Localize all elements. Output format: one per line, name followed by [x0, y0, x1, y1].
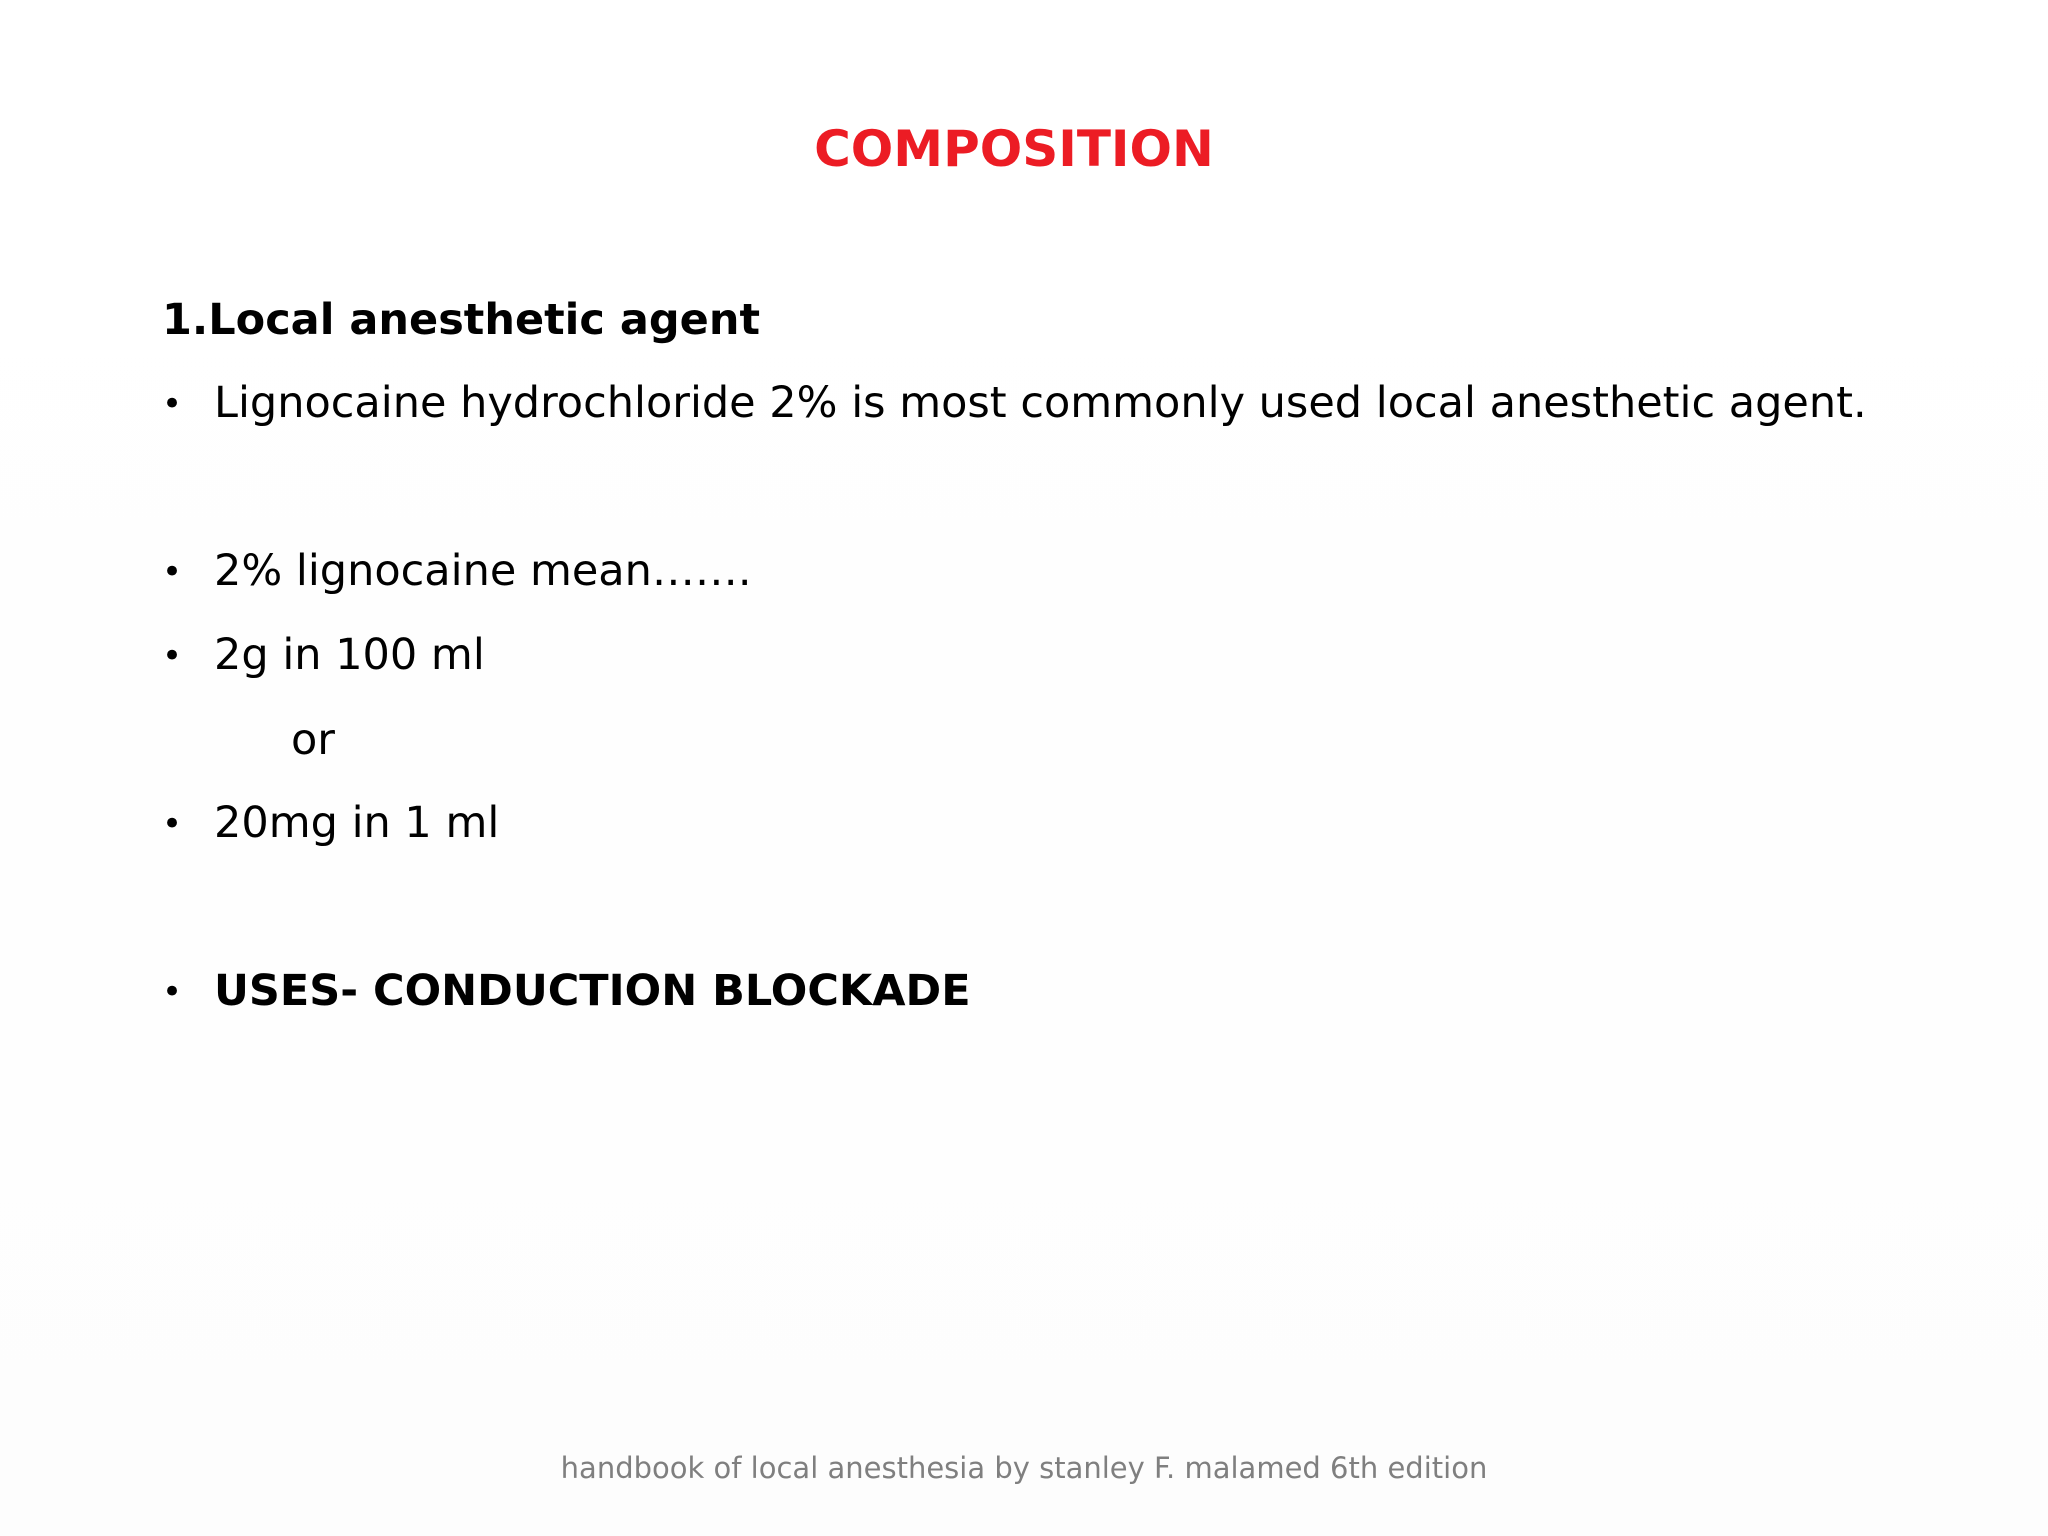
bullet-icon: • — [162, 636, 183, 676]
bullet-icon: • — [162, 384, 183, 424]
bullet-icon: • — [162, 804, 183, 844]
bullet-item — [162, 793, 499, 854]
bullet-text: 20mg in 1 ml — [214, 798, 500, 848]
slide-title: COMPOSITION — [814, 120, 1214, 178]
bullet-text: 2% lignocaine mean……. — [214, 546, 752, 596]
bullet-text: Lignocaine hydrochloride 2% is most commonly used local anesthetic agent. — [214, 378, 1867, 428]
bullet-item — [162, 625, 485, 686]
bullet-icon: • — [162, 552, 183, 592]
footer-citation: handbook of local anesthesia by stanley F. malamed 6th edition — [560, 1451, 1488, 1485]
bullet-icon: • — [162, 972, 183, 1012]
bullet-item — [162, 373, 1867, 434]
section-heading: 1.Local anesthetic agent — [162, 295, 761, 345]
bullet-item — [162, 961, 971, 1022]
or-connector: or — [291, 715, 335, 765]
bullet-item — [162, 541, 752, 602]
bullet-text: USES- CONDUCTION BLOCKADE — [214, 966, 971, 1016]
bullet-text: 2g in 100 ml — [214, 630, 485, 680]
